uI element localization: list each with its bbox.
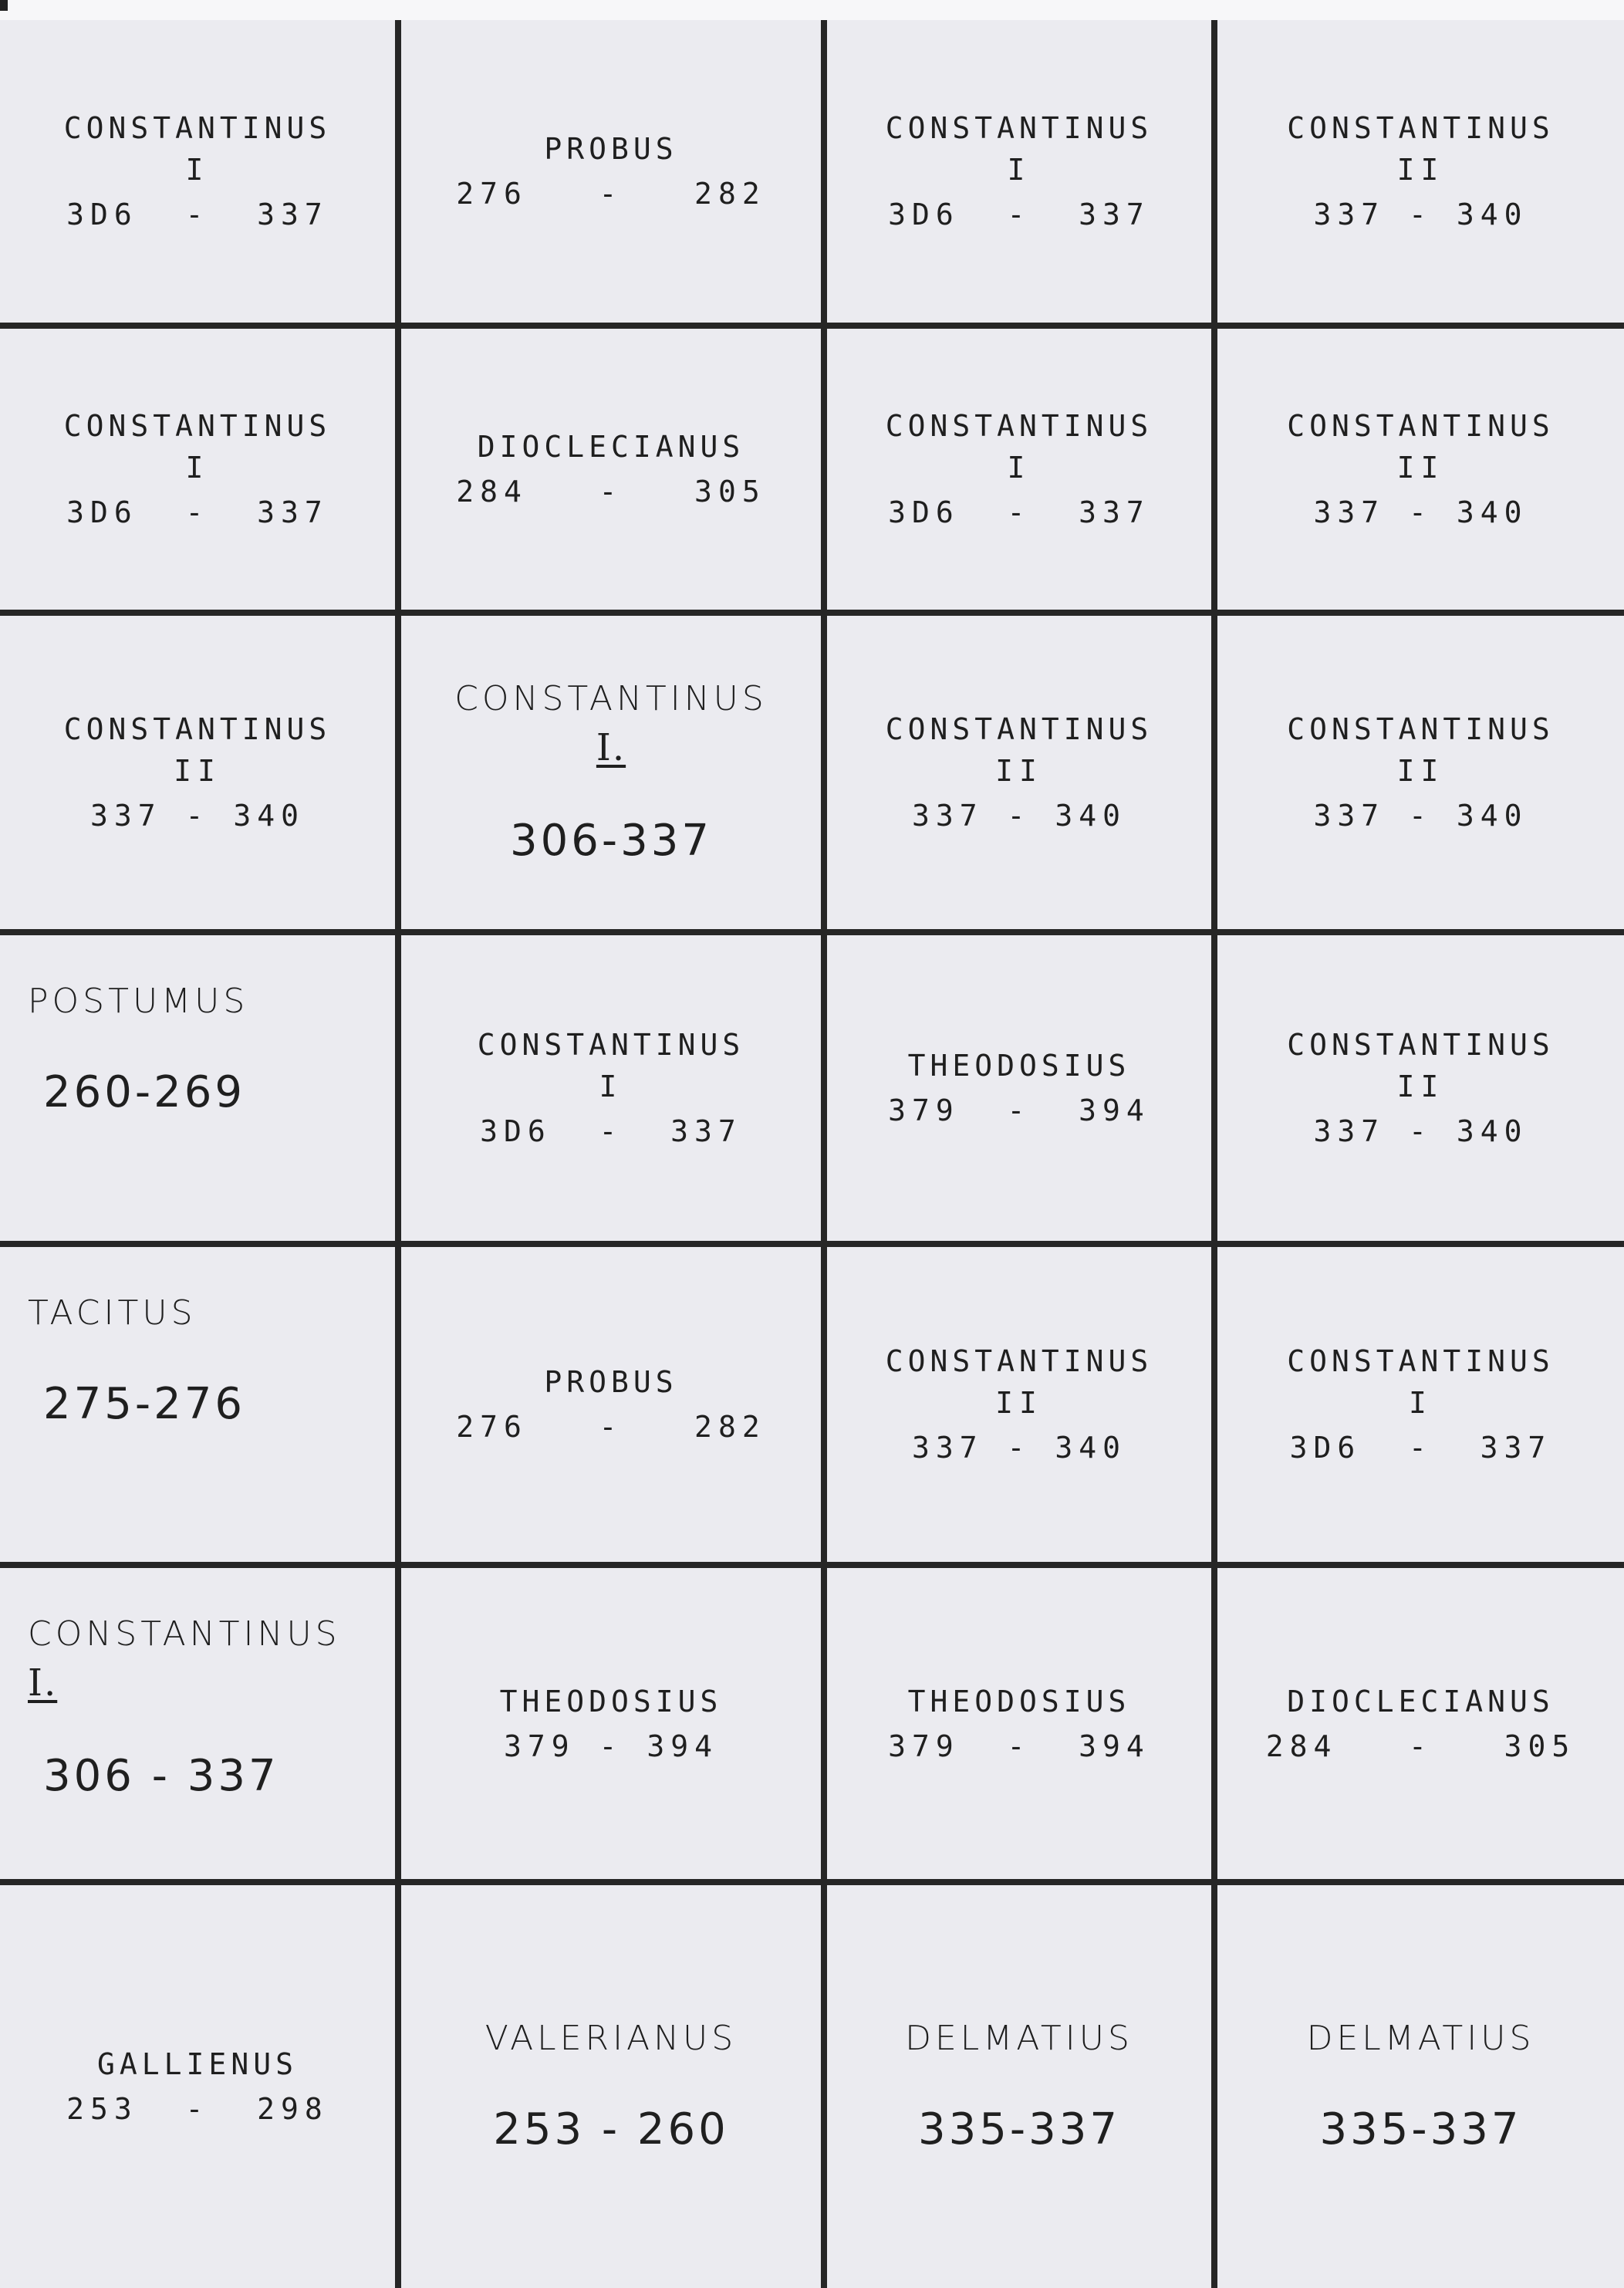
regnal-numeral: II: [1396, 451, 1445, 485]
ruler-name: THEODOSIUS: [907, 1049, 1131, 1083]
label-cell: [827, 1885, 1217, 2288]
label-cell: [0, 329, 401, 616]
ruler-name: PROBUS: [544, 1365, 678, 1399]
reign-years: 3D6 - 337: [66, 495, 329, 529]
label-cell: [401, 1247, 827, 1568]
scan-corner-mark: [0, 0, 8, 11]
reign-years: 284 - 305: [456, 475, 766, 509]
ruler-name: CONSTANTINUS: [885, 1344, 1153, 1378]
label-cell: [827, 935, 1217, 1247]
label-cell: [827, 329, 1217, 616]
ruler-name: THEODOSIUS: [499, 1684, 723, 1719]
label-cell: [0, 935, 401, 1247]
reign-years: 3D6 - 337: [480, 1114, 742, 1148]
ruler-name: DIOCLECIANUS: [477, 430, 745, 464]
reign-years: 337 - 340: [912, 1431, 1126, 1465]
reign-years: 306-337: [510, 816, 712, 866]
reign-years: 253 - 260: [493, 2104, 729, 2155]
label-cell: [1217, 616, 1624, 935]
label-cell: [827, 20, 1217, 329]
reign-years: 275-276: [43, 1379, 245, 1429]
regnal-numeral: I: [185, 451, 210, 485]
label-cell: [0, 1885, 401, 2288]
reign-years: 284 - 305: [1265, 1729, 1576, 1763]
label-cell: [1217, 1247, 1624, 1568]
label-cell: [401, 20, 827, 329]
ruler-name: CONSTANTINUS: [477, 1028, 745, 1062]
ruler-name: VALERIANUS: [484, 2019, 738, 2058]
ruler-name: CONSTANTINUS: [885, 712, 1153, 746]
scan-top-strip: [0, 0, 1624, 20]
ruler-name: CONSTANTINUS: [885, 111, 1153, 145]
regnal-numeral: II: [1396, 754, 1445, 788]
ruler-name: CONSTANTINUS: [63, 111, 332, 145]
ruler-name: CONSTANTINUS: [63, 712, 332, 746]
label-cell: [1217, 935, 1624, 1247]
ruler-name: CONSTANTINUS: [1287, 1344, 1555, 1378]
regnal-numeral: II: [1396, 1070, 1445, 1103]
reign-years: 335-337: [918, 2104, 1120, 2155]
ruler-name: PROBUS: [544, 132, 678, 166]
ruler-name: CONSTANTINUS: [63, 409, 332, 443]
regnal-numeral: I: [1007, 153, 1031, 187]
label-cell: [401, 1568, 827, 1885]
regnal-numeral: II: [995, 754, 1043, 788]
reign-years: 276 - 282: [456, 177, 766, 211]
reign-years: 3D6 - 337: [888, 198, 1150, 232]
label-cell: [401, 935, 827, 1247]
ruler-name: CONSTANTINUS: [28, 1614, 341, 1654]
reign-years: 379 - 394: [888, 1729, 1150, 1763]
reign-years: 3D6 - 337: [1289, 1431, 1552, 1465]
label-cell: [827, 616, 1217, 935]
label-cell: [0, 616, 401, 935]
ruler-name: CONSTANTINUS: [1287, 1028, 1555, 1062]
regnal-numeral: I: [599, 1070, 623, 1103]
ruler-name: CONSTANTINUS: [454, 679, 768, 718]
reign-years: 253 - 298: [66, 2092, 329, 2126]
reign-years: 337 - 340: [90, 799, 305, 833]
label-cell: [0, 1247, 401, 1568]
label-cell: [827, 1247, 1217, 1568]
reign-years: 337 - 340: [1313, 799, 1528, 833]
ruler-name: THEODOSIUS: [907, 1684, 1131, 1719]
reign-years: 379 - 394: [504, 1729, 718, 1763]
regnal-numeral: I: [1409, 1386, 1433, 1420]
reign-years: 306 - 337: [43, 1751, 279, 1801]
label-cell: [0, 1568, 401, 1885]
ruler-name: DELMATIUS: [1306, 2019, 1535, 2058]
ruler-name: CONSTANTINUS: [885, 409, 1153, 443]
label-sheet-grid: [0, 20, 1624, 2288]
regnal-numeral: I: [185, 153, 210, 187]
reign-years: 260-269: [43, 1067, 245, 1117]
reign-years: 379 - 394: [888, 1093, 1150, 1127]
ruler-name: CONSTANTINUS: [1287, 111, 1555, 145]
ruler-name: DELMATIUS: [905, 2019, 1133, 2058]
regnal-numeral: I.: [28, 1661, 58, 1705]
label-cell: [1217, 1885, 1624, 2288]
label-cell: [1217, 329, 1624, 616]
reign-years: 337 - 340: [1313, 495, 1528, 529]
regnal-numeral: I.: [596, 726, 626, 769]
ruler-name: DIOCLECIANUS: [1287, 1684, 1555, 1719]
regnal-numeral: I: [1007, 451, 1031, 485]
label-cell: [401, 616, 827, 935]
label-cell: [1217, 20, 1624, 329]
ruler-name: GALLIENUS: [97, 2047, 298, 2081]
ruler-name: CONSTANTINUS: [1287, 712, 1555, 746]
reign-years: 3D6 - 337: [888, 495, 1150, 529]
reign-years: 337 - 340: [912, 799, 1126, 833]
regnal-numeral: II: [174, 754, 221, 788]
label-cell: [401, 1885, 827, 2288]
ruler-name: CONSTANTINUS: [1287, 409, 1555, 443]
ruler-name: TACITUS: [28, 1293, 197, 1333]
label-cell: [827, 1568, 1217, 1885]
reign-years: 337 - 340: [1313, 1114, 1528, 1148]
reign-years: 337 - 340: [1313, 198, 1528, 232]
reign-years: 335-337: [1319, 2104, 1522, 2155]
reign-years: 3D6 - 337: [66, 198, 329, 232]
ruler-name: POSTUMUS: [28, 982, 249, 1021]
reign-years: 276 - 282: [456, 1410, 766, 1444]
regnal-numeral: II: [995, 1386, 1043, 1420]
label-cell: [0, 20, 401, 329]
regnal-numeral: II: [1396, 153, 1445, 187]
label-cell: [1217, 1568, 1624, 1885]
label-cell: [401, 329, 827, 616]
